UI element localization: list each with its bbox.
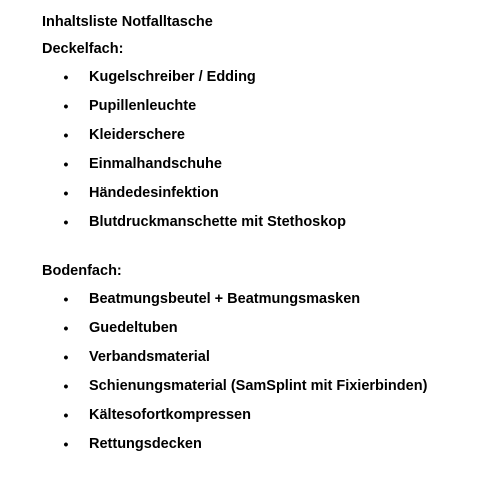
bullet-icon: • (63, 185, 69, 201)
section-spacer (42, 241, 496, 261)
list-item-label: Schienungsmaterial (SamSplint mit Fixierbinden) (89, 378, 428, 394)
document-body (42, 12, 496, 463)
list-item-label: Blutdruckmanschette mit Stethoskop (89, 214, 347, 230)
bullet-icon: • (63, 98, 69, 114)
list-item-label: Guedeltuben (89, 320, 178, 336)
bullet-icon: • (63, 407, 69, 423)
bullet-icon: • (63, 378, 69, 394)
list-item (42, 125, 496, 154)
bullet-icon: • (63, 436, 69, 452)
list-item-label: Kältesofortkompressen (89, 407, 251, 423)
list-item-label: Kleiderschere (89, 127, 185, 143)
list-item (42, 212, 496, 241)
list-item (42, 434, 496, 463)
list-item-label: Beatmungsbeutel + Beatmungsmasken (89, 291, 361, 307)
bullet-icon: • (63, 69, 69, 85)
bullet-icon: • (63, 214, 69, 230)
list-item (42, 405, 496, 434)
list-item (42, 347, 496, 376)
section-heading-bodenfach: Bodenfach: (42, 263, 122, 279)
list-item-label: Kugelschreiber / Edding (89, 69, 256, 85)
document-title: Inhaltsliste Notfalltasche (42, 14, 213, 30)
list-item-label: Verbandsmaterial (89, 349, 210, 365)
bullet-icon: • (63, 127, 69, 143)
bullet-icon: • (63, 156, 69, 172)
list-item (42, 96, 496, 125)
deckelfach-list (42, 67, 496, 241)
list-item-label: Rettungsdecken (89, 436, 202, 452)
bullet-icon: • (63, 349, 69, 365)
list-item (42, 318, 496, 347)
list-item-label: Einmalhandschuhe (89, 156, 222, 172)
list-item (42, 67, 496, 96)
section-heading-deckelfach: Deckelfach: (42, 41, 124, 57)
bodenfach-list (42, 289, 496, 463)
bullet-icon: • (63, 320, 69, 336)
list-item-label: Händedesinfektion (89, 185, 219, 201)
list-item (42, 376, 496, 405)
bullet-icon: • (63, 291, 69, 307)
list-item (42, 183, 496, 212)
list-item (42, 154, 496, 183)
list-item-label: Pupillenleuchte (89, 98, 197, 114)
list-item (42, 289, 496, 318)
